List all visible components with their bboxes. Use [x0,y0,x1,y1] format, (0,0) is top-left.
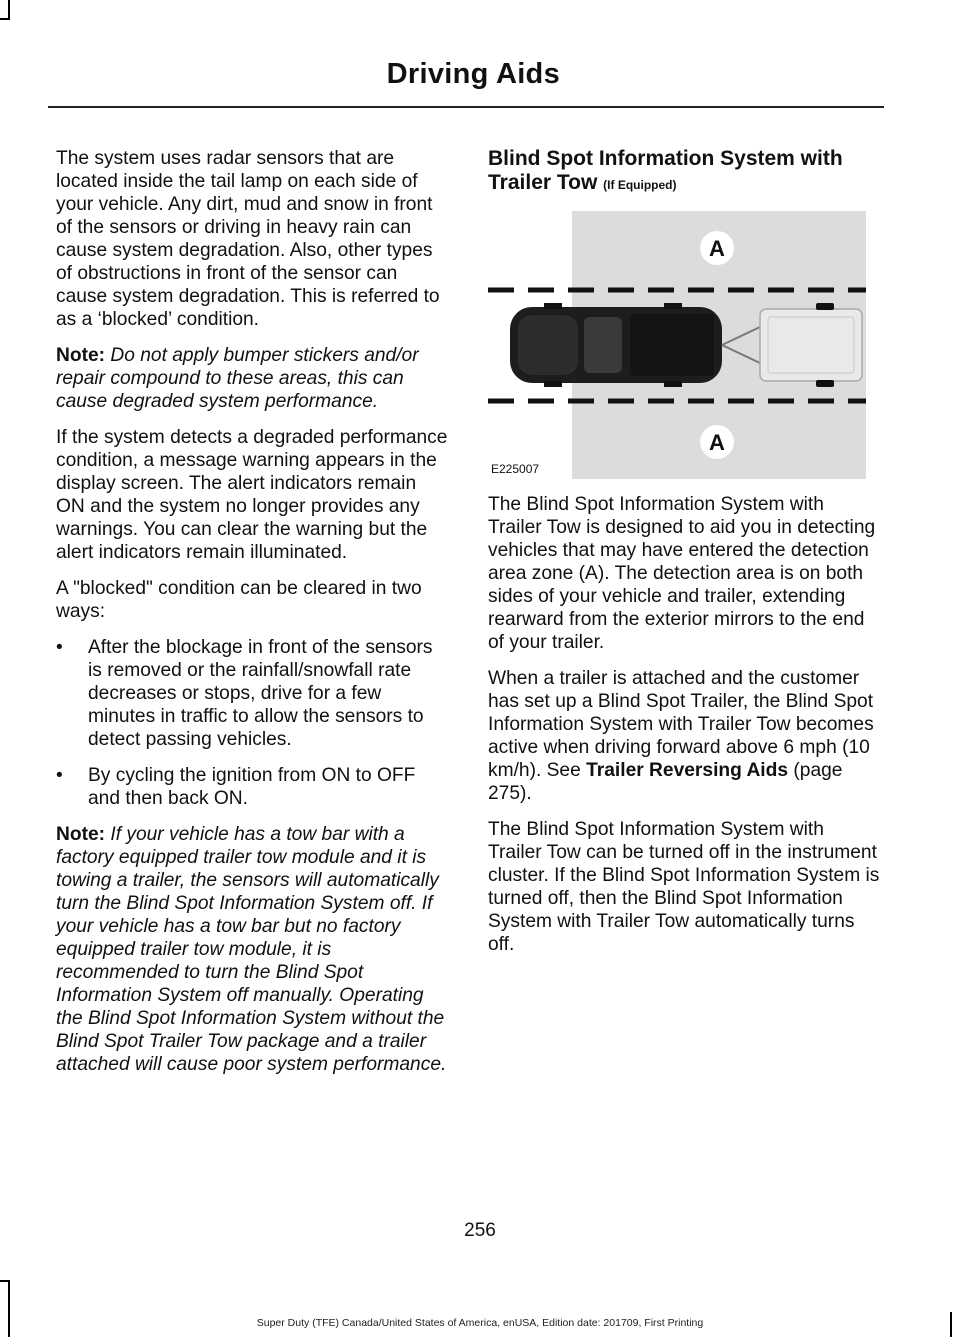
bullet-icon: • [56,765,63,786]
trailer-reversing-aids-link[interactable]: Trailer Reversing Aids [586,760,789,781]
zone-label-top: A [709,236,725,261]
zone-label-bottom: A [709,430,725,455]
list-item-text: By cycling the ignition from ON to OFF and then back ON. [88,765,416,809]
paragraph-degraded-performance: If the system detects a degraded performance condition, a message warning appears in the display screen. The alert indicators remain ON and the system no longer provides any warnings. You can clear the warning but the alert indicators remain illuminated. [56,427,448,563]
paragraph-system-purpose: The Blind Spot Information System with Trailer Tow is designed to aid you in detecting vehicles that may have entered the detection area zone (A). The detection area is on both sides of your vehicle and trailer, extending rearward from the exterior mirrors to the end of your trailer. [488,494,876,653]
zone-a-marker-bottom [700,425,734,459]
paragraph-text: When a trailer is attached and the customer has set up a Blind Spot Trailer, the Blind Spot Information System with Trailer Tow becomes active when driving forward above 6 mph (10 km/h). See [488,668,874,781]
crop-mark-bottom-left-h [0,1280,10,1282]
paragraph-trailer-attached [488,667,880,805]
left-column [56,147,448,1089]
crop-mark-top-left-h [0,18,10,20]
blocked-condition-list [56,636,448,810]
paragraph-blocked-condition: A "blocked" condition can be cleared in two ways: [56,578,422,622]
page-footer: Super Duty (TFE) Canada/United States of America, enUSA, Edition date: 201709, First Printing [256,1317,704,1329]
section-title [488,147,888,197]
page-header-title: Driving Aids [386,58,560,90]
list-item [56,636,448,751]
note-bumper-stickers [56,344,448,413]
crop-mark-top-left [8,0,10,20]
note-label: Note: [56,345,106,366]
trailer-tow-diagram [488,211,866,479]
list-item-text: After the blockage in front of the sensors is removed or the rainfall/snowfall rate decreases or stops, drive for a few minutes in traffic to allow the sensors to detect passing vehicles. [88,637,433,750]
note-text: Do not apply bumper stickers and/or repair compound to these areas, this can cause degraded system performance. [56,345,419,412]
section-title-text: Blind Spot Information System with Trailer Tow [488,147,843,194]
figure-code: E225007 [491,462,540,476]
note-tow-bar [56,823,448,1076]
trailer-icon [760,303,862,387]
pickup-truck-icon [510,303,722,387]
bullet-icon: • [56,637,63,658]
note-text: If your vehicle has a tow bar with a factory equipped trailer tow module and it is towing a trailer, the sensors will automatically turn the Blind Spot Information System off. If your vehicle has a tow bar but no factory equipped trailer tow module, it is recommended to turn the Blind Spot Information System off manually. Operating the Blind Spot Information System without the Blind Spot Trailer Tow package and a trailer attached will cause poor system performance. [56,824,447,1075]
header-divider [48,106,884,108]
list-item [56,764,448,810]
trailer-tow-diagram-svg [488,211,866,479]
page-reference: (page 275). [488,760,843,804]
note-label: Note: [56,824,106,845]
right-column [488,493,880,969]
paragraph-radar-sensors: The system uses radar sensors that are located inside the tail lamp on each side of your vehicle. Any dirt, mud and snow in front of the sensors or driving in heavy rain can cause system degradation. Also, other types of obstructions in front of the sensor can cause system degradation. This is referred to as a ‘blocked’ condition. [56,148,440,330]
paragraph-turn-off: The Blind Spot Information System with Trailer Tow can be turned off in the instrument cluster. If the Blind Spot Information System is turned off, then the Blind Spot Information System with Trailer Tow automatically turns off. [488,819,880,955]
page-number: 256 [464,1220,496,1241]
section-qualifier: (If Equipped) [603,178,677,192]
zone-a-marker-top [700,231,734,265]
